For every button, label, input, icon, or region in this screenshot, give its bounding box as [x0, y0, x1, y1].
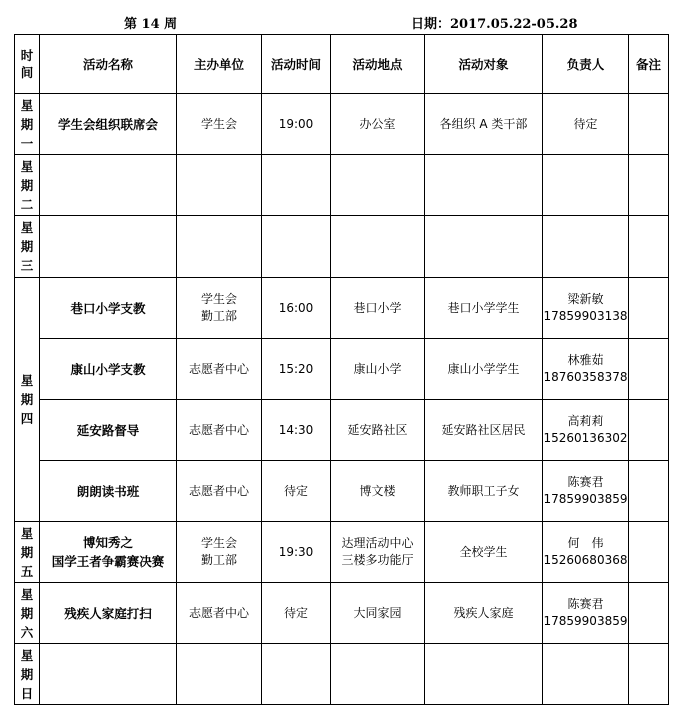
table-row: [15, 522, 669, 583]
person-in-charge: 陈赛君 17859903859: [543, 583, 629, 644]
activity-name: 残疾人家庭打扫: [40, 583, 177, 644]
activity-time: [262, 155, 331, 216]
activity-time: 待定: [262, 583, 331, 644]
remarks: [629, 94, 669, 155]
audience: 康山小学学生: [425, 339, 543, 400]
person-in-charge: 梁新敏 17859903138: [543, 278, 629, 339]
table-header-row: [15, 35, 669, 94]
table-row: [15, 461, 669, 522]
table-row: [15, 339, 669, 400]
table-row: [15, 583, 669, 644]
table-row: [15, 216, 669, 278]
remarks: [629, 339, 669, 400]
column-header-activity: 活动名称: [40, 35, 177, 94]
activity-time: 15:20: [262, 339, 331, 400]
organizer: 志愿者中心: [177, 400, 262, 461]
location: 巷口小学: [331, 278, 425, 339]
audience: 全校学生: [425, 522, 543, 583]
remarks: [629, 644, 669, 705]
column-header-person: 负责人: [543, 35, 629, 94]
organizer: 学生会 勤工部: [177, 522, 262, 583]
column-header-time: 时间: [15, 35, 40, 94]
organizer: 志愿者中心: [177, 583, 262, 644]
activity-name: [40, 216, 177, 278]
weekly-activity-table: [14, 34, 669, 705]
day-cell-thursday: 星期四: [15, 278, 40, 522]
remarks: [629, 216, 669, 278]
activity-name: 延安路督导: [40, 400, 177, 461]
week-label: 第 14 周: [124, 17, 178, 32]
organizer: 学生会 勤工部: [177, 278, 262, 339]
activity-name: 学生会组织联席会: [40, 94, 177, 155]
organizer: [177, 644, 262, 705]
day-cell-saturday: 星期六: [15, 583, 40, 644]
remarks: [629, 583, 669, 644]
table-row: [15, 94, 669, 155]
location: [331, 155, 425, 216]
person-in-charge: 待定: [543, 94, 629, 155]
location: [331, 216, 425, 278]
audience: [425, 155, 543, 216]
audience: 残疾人家庭: [425, 583, 543, 644]
column-header-audience: 活动对象: [425, 35, 543, 94]
remarks: [629, 155, 669, 216]
activity-name: [40, 155, 177, 216]
location: 达理活动中心 三楼多功能厅: [331, 522, 425, 583]
day-cell-sunday: 星期日: [15, 644, 40, 705]
person-in-charge: 高莉莉 15260136302: [543, 400, 629, 461]
column-header-location: 活动地点: [331, 35, 425, 94]
organizer: [177, 216, 262, 278]
location: 延安路社区: [331, 400, 425, 461]
audience: [425, 644, 543, 705]
organizer: 志愿者中心: [177, 461, 262, 522]
activity-name: [40, 644, 177, 705]
table-row: [15, 400, 669, 461]
activity-time: 16:00: [262, 278, 331, 339]
activity-name: 朗朗读书班: [40, 461, 177, 522]
day-cell-tuesday: 星期二: [15, 155, 40, 216]
activity-time: 19:30: [262, 522, 331, 583]
person-in-charge: [543, 216, 629, 278]
table-row: [15, 155, 669, 216]
person-in-charge: 林雅茹 18760358378: [543, 339, 629, 400]
remarks: [629, 400, 669, 461]
person-in-charge: [543, 155, 629, 216]
organizer: 志愿者中心: [177, 339, 262, 400]
remarks: [629, 461, 669, 522]
audience: 各组织 A 类干部: [425, 94, 543, 155]
activity-time: 待定: [262, 461, 331, 522]
remarks: [629, 522, 669, 583]
activity-name: 巷口小学支教: [40, 278, 177, 339]
person-in-charge: [543, 644, 629, 705]
activity-name: 康山小学支教: [40, 339, 177, 400]
person-in-charge: 何 伟 15260680368: [543, 522, 629, 583]
table-row: [15, 644, 669, 705]
location: [331, 644, 425, 705]
remarks: [629, 278, 669, 339]
activity-name: 博知秀之 国学王者争霸赛决赛: [40, 522, 177, 583]
column-header-activity-time: 活动时间: [262, 35, 331, 94]
location: 康山小学: [331, 339, 425, 400]
audience: 巷口小学学生: [425, 278, 543, 339]
audience: 教师职工子女: [425, 461, 543, 522]
audience: 延安路社区居民: [425, 400, 543, 461]
person-in-charge: 陈赛君 17859903859: [543, 461, 629, 522]
location: 大同家园: [331, 583, 425, 644]
organizer: [177, 155, 262, 216]
column-header-remarks: 备注: [629, 35, 669, 94]
activity-time: 19:00: [262, 94, 331, 155]
day-cell-friday: 星期五: [15, 522, 40, 583]
table-row: [15, 278, 669, 339]
date-range-label: 日期：2017.05.22-05.28: [411, 17, 578, 32]
location: 办公室: [331, 94, 425, 155]
location: 博文楼: [331, 461, 425, 522]
audience: [425, 216, 543, 278]
activity-time: [262, 644, 331, 705]
day-cell-wednesday: 星期三: [15, 216, 40, 278]
activity-time: [262, 216, 331, 278]
activity-time: 14:30: [262, 400, 331, 461]
organizer: 学生会: [177, 94, 262, 155]
day-cell-monday: 星期一: [15, 94, 40, 155]
column-header-organizer: 主办单位: [177, 35, 262, 94]
